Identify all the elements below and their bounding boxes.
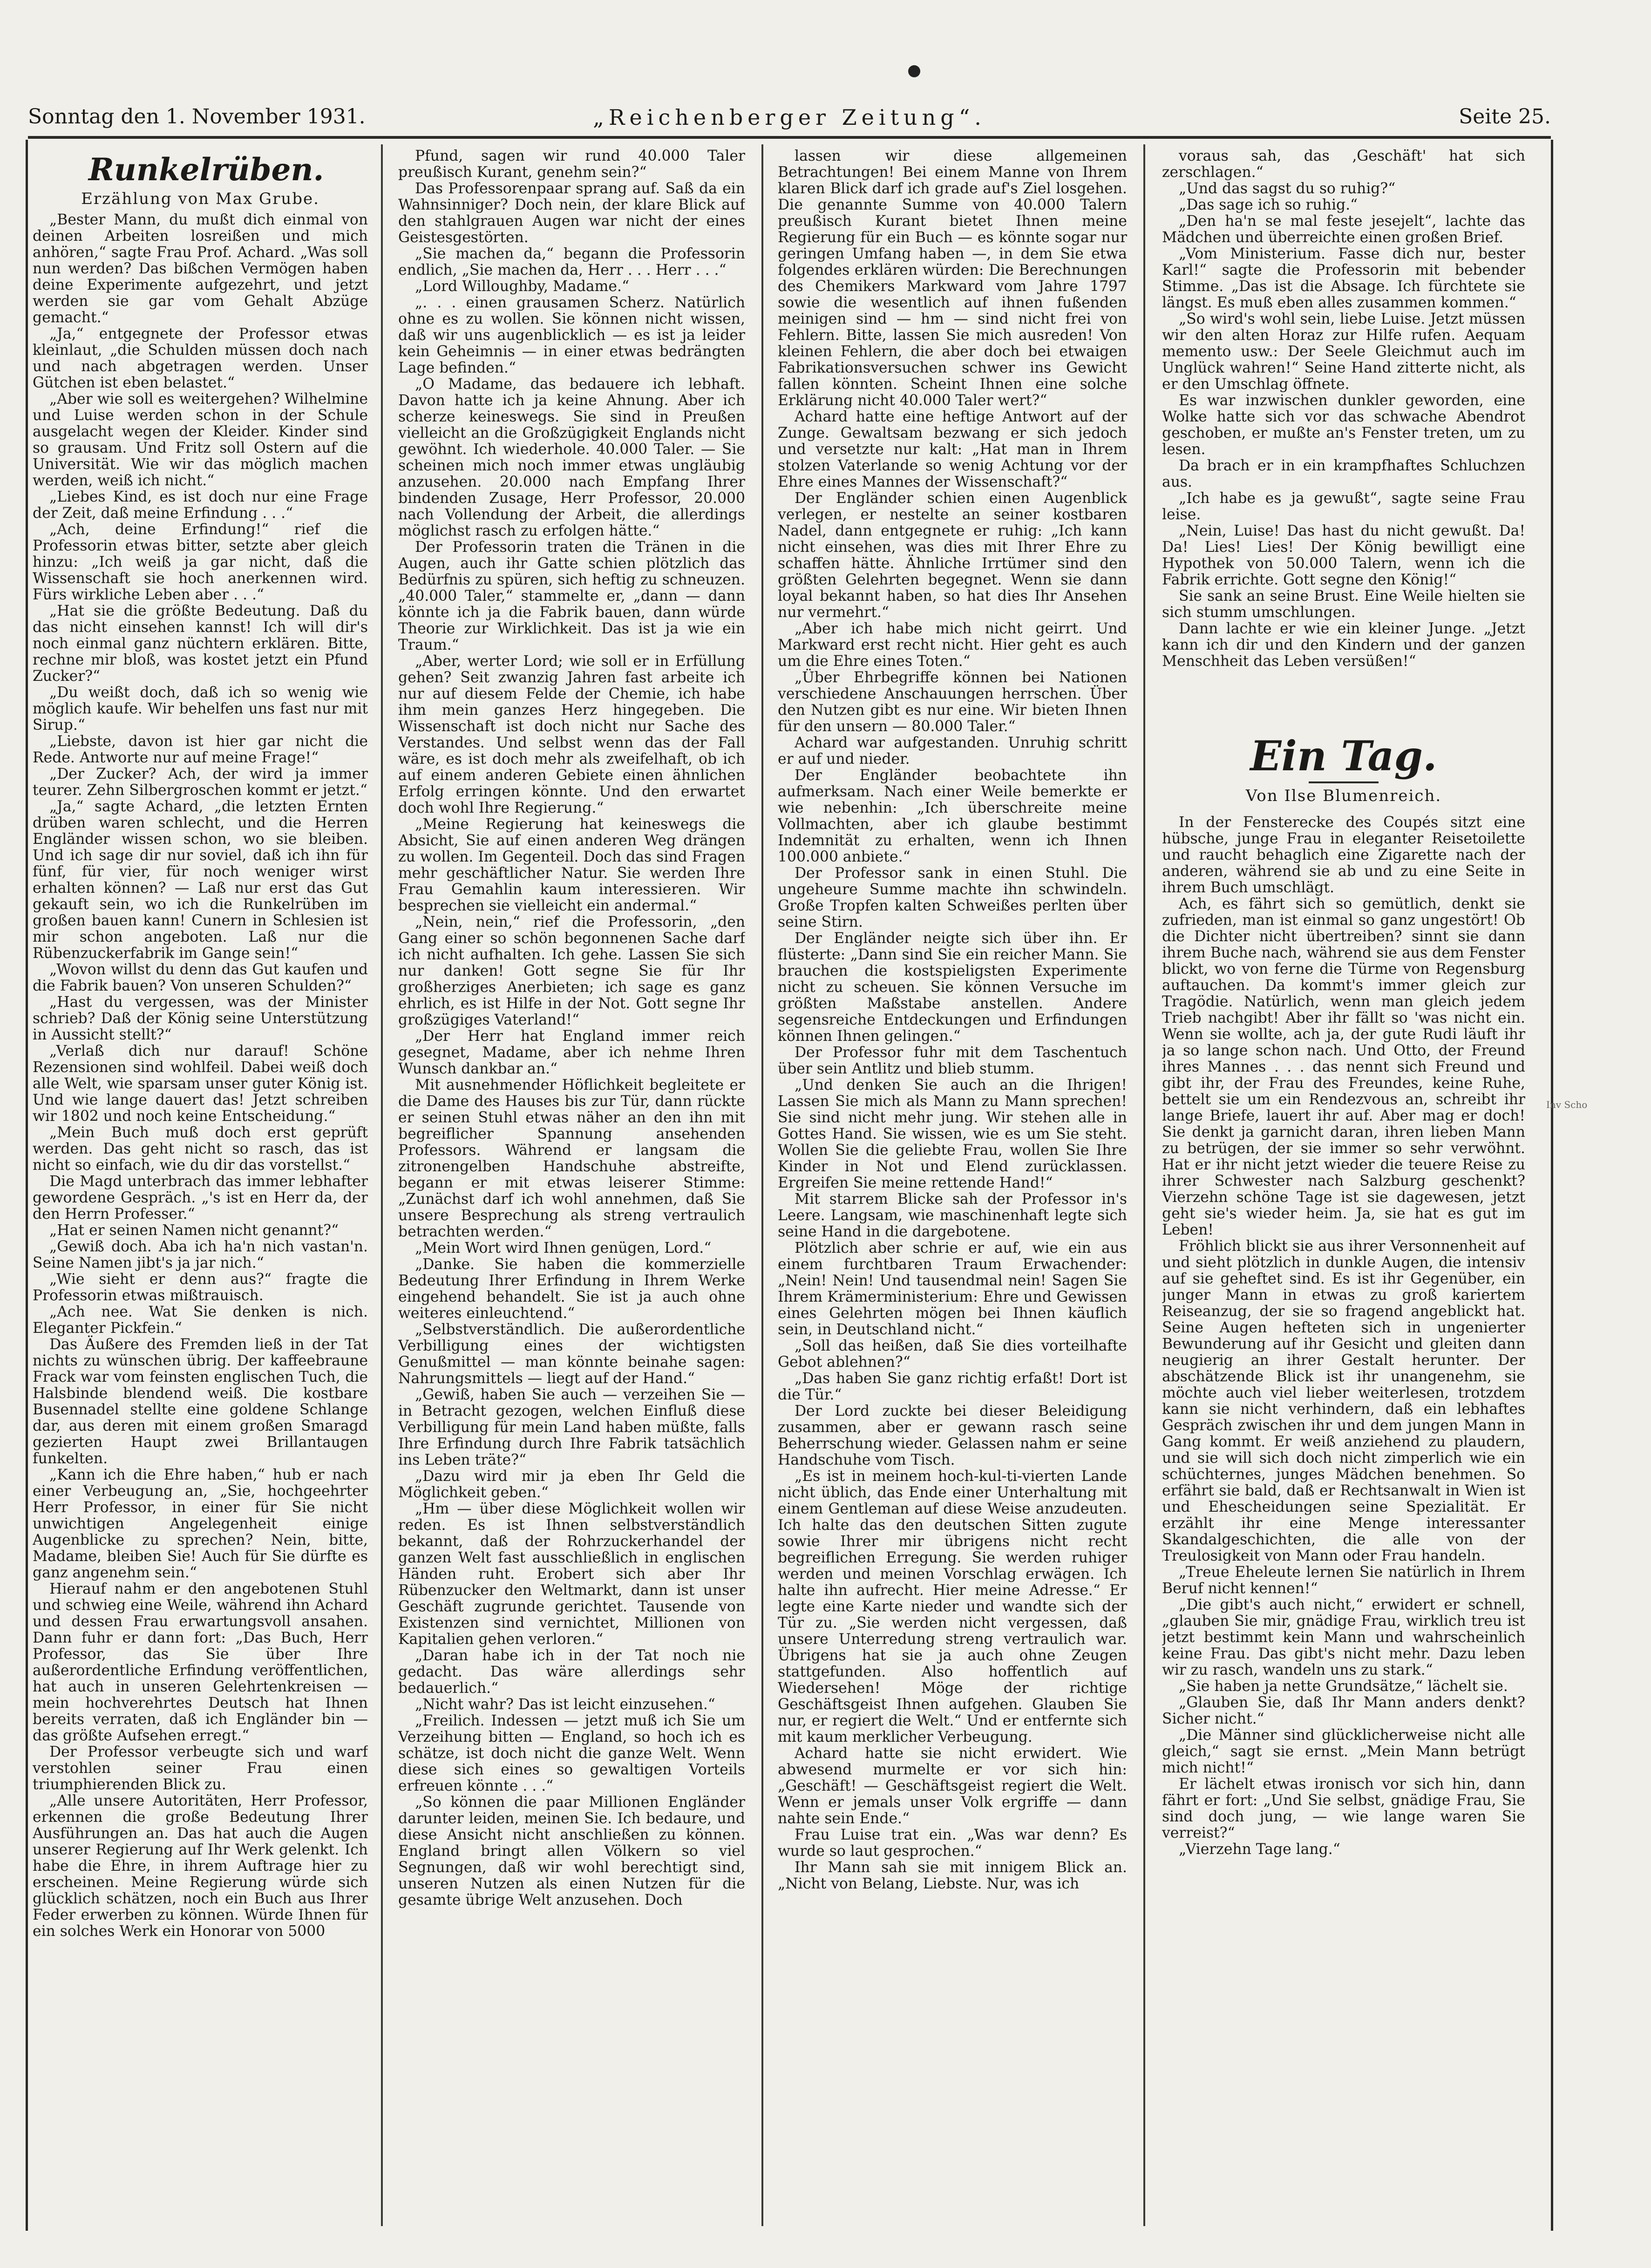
story-title: Runkelrüben. xyxy=(88,151,324,188)
paragraph: Mit ausnehmender Höflichkeit begleitete er die Dame des Hauses bis zur Tür, dann rückte er seinen Stuhl etwas näher an den ihn mit begreiflicher Spannung ansehenden Professors. Während er langsam die zitronengelben Handschuhe abstreifte, begann er mit etwas leiserer Stimme: „Zunächst darf ich wohl annehmen, daß Sie unsere Besprechung als streng vertraulich betrachten werden.“ xyxy=(398,1077,745,1240)
paragraph: „Mein Buch muß doch erst geprüft werden. Das geht nicht so rasch, das ist nicht so einfach, wie du dir das vorstellst.“ xyxy=(33,1124,368,1174)
paragraph: „Mein Wort wird Ihnen genügen, Lord.“ xyxy=(415,1240,712,1256)
paragraph: „Du weißt doch, daß ich so wenig wie möglich kaufe. Wir behelfen uns fast nur mit Sirup.“ xyxy=(33,684,368,733)
paragraph: Pfund, sagen wir rund 40.000 Taler preußisch Kurant, genehm sein?“ xyxy=(398,148,745,181)
paragraph: „So können die paar Millionen Engländer darunter leiden, meinen Sie. Ich bedaure, und diese Ansicht nicht anschließen zu können. England bringt allen Völkern so viel Segnungen, daß wir wohl berechtigt sind, unseren Nutzen als einen Nutzen für die gesamte übrige Welt anzusehen. Doch xyxy=(398,1794,745,1908)
paragraph: „Das haben Sie ganz richtig erfaßt! Dort ist die Tür.“ xyxy=(778,1370,1127,1403)
paragraph: „Hat sie die größte Bedeutung. Daß du das nicht einsehen kannst! Ich will dir's noch einmal ganz nüchtern erklären. Bitte, rechne mir bloß, was kostet jetzt ein Pfund Zucker?“ xyxy=(33,603,368,685)
paragraph: „Vom Ministerium. Fasse dich nur, bester Karl!“ sagte die Professorin mit bebender Stimme. „Das ist die Absage. Ich fürchtete sie längst. Es muß eben alles zusammen kommen.“ xyxy=(1162,245,1525,311)
page-header xyxy=(28,105,1551,137)
column-separator xyxy=(1143,144,1145,2226)
paragraph: „Alle unsere Autoritäten, Herr Professor, erkennen die große Bedeutung Ihrer Ausführungen an. Das hat auch die Augen unserer Regierung auf Ihr Werk gelenkt. Ich habe die Ehre, in ihrem Auftrage hier zu erscheinen. Meine Regierung würde sich glücklich schätzen, noch ein Buch aus Ihrer Feder erwerben zu können. Würde Ihnen für ein solches Werk ein Honorar von 5000 xyxy=(33,1793,368,1940)
column-4-body-b xyxy=(1162,815,1525,1858)
paragraph: „Daran habe ich in der Tat noch nie gedacht. Das wäre allerdings sehr bedauerlich.“ xyxy=(398,1647,745,1697)
paragraph: „Lord Willoughby, Madame.“ xyxy=(415,278,629,295)
paragraph: „Hm — über diese Möglichkeit wollen wir reden. Es ist Ihnen selbstverständlich bekannt, daß der Rohrzuckerhandel der ganzen Welt fast ausschließlich in englischen Händen ruht. Erobert sich aber Ihr Rübenzucker den Weltmarkt, dann ist unser Geschäft zugrunde gerichtet. Tausende von Existenzen sind vernichtet, Millionen von Kapitalien gehen verloren.“ xyxy=(398,1501,745,1648)
paragraph: „Nein, Luise! Das hast du nicht gewußt. Da! Da! Lies! Lies! Der König bewilligt eine Hypothek von 50.000 Talern, wenn ich die Fabrik errichte. Gott segne den König!“ xyxy=(1162,523,1525,588)
paragraph: „Liebste, davon ist hier gar nicht die Rede. Antworte nur auf meine Frage!“ xyxy=(33,733,368,766)
paragraph: „Hast du vergessen, was der Minister schrieb? Daß der König seine Unterstützung in Aussicht stellt?“ xyxy=(33,994,368,1043)
column-3 xyxy=(778,148,1127,2220)
paragraph: „Danke. Sie haben die kommerzielle Bedeutung Ihrer Erfindung in Ihrem Werke eingehend behandelt. Sie ist ja auch ohne weiteres einleuchtend.“ xyxy=(398,1256,745,1322)
paragraph: Mit starrem Blicke sah der Professor in's Leere. Langsam, wie maschinenhaft legte sich seine Hand in die dargebotene. xyxy=(778,1191,1127,1240)
paragraph: „Das sage ich so ruhig.“ xyxy=(1179,197,1358,213)
paragraph: „Liebes Kind, es ist doch nur eine Frage der Zeit, daß meine Erfindung . . .“ xyxy=(33,489,368,522)
paragraph: „Über Ehrbegriffe können bei Nationen verschiedene Anschauungen herrschen. Über den Nutzen gibt es nur eine. Wir bieten Ihnen für den unsern — 80.000 Taler.“ xyxy=(778,669,1127,735)
paragraph: Der Professorin traten die Tränen in die Augen, auch ihr Gatte schien plötzlich das Bedürfnis zu spüren, sich heftig zu schneuzen. „40.000 Taler,“ stammelte er, „dann — dann könnte ich ja die Fabrik bauen, dann würde Theorie zur Wirklichkeit. Das ist ja wie ein Traum.“ xyxy=(398,539,745,653)
paragraph: „Ich habe es ja gewußt“, sagte seine Frau leise. xyxy=(1162,490,1525,523)
paragraph: „Wovon willst du denn das Gut kaufen und die Fabrik bauen? Von unseren Schulden?“ xyxy=(33,961,368,994)
paragraph: „. . . einen grausamen Scherz. Natürlich ohne es zu wollen. Sie können nicht wissen, daß wir uns augenblicklich — es ist ja leider kein Geheimnis — in einer etwas bedrängten Lage befinden.“ xyxy=(398,294,745,376)
paragraph: „Gewiß, haben Sie auch — verzeihen Sie — in Betracht gezogen, welchen Einfluß diese Verbilligung für mein Land haben müßte, falls Ihre Erfindung durch Ihre Fabrik tatsächlich ins Leben träte?“ xyxy=(398,1386,745,1468)
header-rule xyxy=(28,136,1551,139)
paragraph: „Der Zucker? Ach, der wird ja immer teurer. Zehn Silbergroschen kommt er jetzt.“ xyxy=(33,766,368,799)
paragraph: „Ja,“ sagte Achard, „die letzten Ernten drüben waren schlecht, und die Herren Engländer wissen schon, wo sie bleiben. Und ich sage dir nur soviel, daß ich ihn für fünf, für vier, für noch weniger wirst erhalten können? — Laß nur erst das Gut gekauft sein, wo ich die Runkelrüben im großen bauen kann! Cunern in Schlesien ist mir schon angeboten. Laß nur die Rübenzuckerfabrik im Gange sein!“ xyxy=(33,798,368,962)
paragraph: Ach, es fährt sich so gemütlich, denkt sie zufrieden, man ist einmal so ganz ungestört! Ob die Dichter nicht übertreiben? sinnt sie dann ihrem Buche nach, während sie aus dem Fenster blickt, wo von ferne die Türme von Regensburg auftauchen. Da kommt's immer gleich zur Tragödie. Natürlich, wenn man gleich jedem Trieb nachgibt! Aber ihr fällt so 'was nicht ein. Wenn sie wollte, ach ja, der gute Rudi läuft ihr ja so lange schon nach. Und Otto, der Freund ihres Mannes . . . das nennt sich Freund und gibt ihr, der Frau des Freundes, keine Ruhe, bettelt sie um ein Rendezvous an, schreibt ihr lange Briefe, lauert ihr auf. Aber mag er doch! Sie denkt ja garnicht daran, ihren lieben Mann zu betrügen, der sie immer so sehr verwöhnt. Hat er ihr nicht jetzt wieder die teuere Reise zu ihrer Schwester nach Salzburg geschenkt? Vierzehn schöne Tage ist sie dagewesen, jetzt geht sie's wieder heim. Ja, sie hat es gut im Leben! xyxy=(1162,896,1525,1238)
paragraph: „Vierzehn Tage lang.“ xyxy=(1179,1841,1340,1858)
column-2 xyxy=(398,148,745,2220)
column-separator xyxy=(381,144,383,2226)
paragraph: „Meine Regierung hat keineswegs die Absicht, Sie auf einen anderen Weg drängen zu wollen. Im Gegenteil. Doch das sind Fragen mehr geschäftlicher Natur. Sie werden Ihre Frau Gemahlin kaum interessieren. Wir besprechen sie vielleicht ein andermal.“ xyxy=(398,816,745,914)
paragraph: Achard hatte sie nicht erwidert. Wie abwesend murmelte er vor sich hin: „Geschäft! — Geschäftsgeist regiert die Welt. Wenn er jemals unser Volk ergriffe — dann nahte sein Ende.“ xyxy=(778,1745,1127,1827)
paragraph: „Ach nee. Wat Sie denken is nich. Eleganter Pickfein.“ xyxy=(33,1304,368,1337)
paragraph: Die Magd unterbrach das immer lebhafter gewordene Gespräch. „'s ist en Herr da, der den Herrn Professer.“ xyxy=(33,1173,368,1222)
paragraph: Der Professor fuhr mit dem Taschentuch über sein Antlitz und blieb stumm. xyxy=(778,1044,1127,1077)
paragraph: „Nein, nein,“ rief die Professorin, „den Gang einer so schön begonnenen Sache darf ich nicht aufhalten. Ich gehe. Lassen Sie sich nur danken! Gott segne Sie für Ihr großherziges Anerbieten; ich sage es ganz ehrlich, es ist Hilfe in der Not. Gott segne Ihr großzügiges Vaterland!“ xyxy=(398,914,745,1028)
paragraph: In der Fensterecke des Coupés sitzt eine hübsche, junge Frau in eleganter Reisetoilette und raucht behaglich eine Zigarette nach der anderen, während sie ab und zu eine Seite in ihrem Buch umschlägt. xyxy=(1162,814,1525,896)
paragraph: „Selbstverständlich. Die außerordentliche Verbilligung eines der wichtigsten Genußmittel — man könnte beinahe sagen: Nahrungsmittels — liegt auf der Hand.“ xyxy=(398,1321,745,1387)
paragraph: „Ach, deine Erfindung!“ rief die Professorin etwas bitter, setzte aber gleich hinzu: „Ich weiß ja gar nicht, daß die Wissenschaft sie hoch anerkennen wird. Fürs wirkliche Leben aber . . .“ xyxy=(33,521,368,603)
paragraph: „Soll das heißen, daß Sie dies vorteilhafte Gebot ablehnen?“ xyxy=(778,1338,1127,1371)
paragraph: „Bester Mann, du mußt dich einmal von deinen Arbeiten losreißen und mich anhören,“ sagte Frau Prof. Achard. „Was soll nun werden? Das bißchen Vermögen haben deine Experimente aufgezehrt, und jetzt werden sie gar vom Gehalt Abzüge gemacht.“ xyxy=(33,211,368,326)
paragraph: „Wie sieht er denn aus?“ fragte die Professorin etwas mißtrauisch. xyxy=(33,1271,368,1304)
paragraph: Das Professorenpaar sprang auf. Saß da ein Wahnsinniger? Doch nein, der klare Blick auf den stahlgrauen Augen war nicht der eines Geistesgestörten. xyxy=(398,180,745,246)
paragraph: „Und denken Sie auch an die Ihrigen! Lassen Sie mich als Mann zu Mann sprechen! Sie sind nicht mehr jung. Wir stehen alle in Gottes Hand. Sie wissen, wie es um Sie steht. Wollen Sie die geliebte Frau, wollen Sie Ihre Kinder in Not und Elend zurücklassen. Ergreifen Sie meine rettende Hand!“ xyxy=(778,1077,1127,1191)
paragraph: „Treue Eheleute lernen Sie natürlich in Ihrem Beruf nicht kennen!“ xyxy=(1162,1564,1525,1597)
paragraph: Hierauf nahm er den angebotenen Stuhl und schwieg eine Weile, während ihn Achard und dessen Frau erwartungsvoll ansahen. Dann fuhr er dann fort: „Das Buch, Herr Professor, das Sie über Ihre außerordentliche Erfindung veröffentlichen, hat auch in unseren Gelehrtenkreisen — mein hochverehrtes Deutsch hat Ihnen bereits verraten, daß ich Engländer bin — das größte Aufsehen erregt.“ xyxy=(33,1581,368,1744)
paragraph: „Gewiß doch. Aba ich ha'n nich vastan'n. Seine Namen jibt's ja jar nich.“ xyxy=(33,1238,368,1271)
paragraph: „Dazu wird mir ja eben Ihr Geld die Möglichkeit geben.“ xyxy=(398,1468,745,1501)
paragraph: Der Professor sank in einen Stuhl. Die ungeheure Summe machte ihn schwindeln. Große Tropfen kalten Schweißes perlten über seine Stirn. xyxy=(778,865,1127,930)
paragraph: lassen wir diese allgemeinen Betrachtungen! Bei einem Manne von Ihrem klaren Blick darf ich grade auf's Ziel losgehen. Die genannte Summe von 40.000 Talern preußisch Kurant bietet Ihnen meine Regierung für ein Buch — es könnte sogar nur geringen Umfang haben —, in dem Sie etwa folgendes erklären würden: Die Berechnungen des Chemikers Markward vom Jahre 1797 sowie die wesentlich auf ihnen fußenden meinigen sind — hm — sind nicht frei von Fehlern. Bitte, lassen Sie mich ausreden! Von kleinen Fehlern, die aber doch bei etwaigen Fabrikationsversuchen schwer ins Gewicht fallen könnten. Scheint Ihnen eine solche Erklärung nicht 40.000 Taler wert?“ xyxy=(778,148,1127,409)
header-date: Sonntag den 1. November 1931. xyxy=(28,105,366,129)
paragraph: „Es ist in meinem hoch-kul-ti-vierten Lande nicht üblich, das Ende einer Unterhaltung mit einem Gentleman auf diese Weise anzudeuten. Ich halte das den deutschen Sitten zugute sowie Ihrer mir übrigens nicht recht begreiflichen Erregung. Sie werden ruhiger werden und meinen Vorschlag erwägen. Ich halte ihn aufrecht. Hier meine Adresse.“ Er legte eine Karte nieder und wandte sich der Tür zu. „Sie werden nicht vergessen, daß unsere Unterredung streng vertraulich war. Übrigens hat sie ja auch ohne Zeugen stattgefunden. Also hoffentlich auf Wiedersehen! Möge der richtige Geschäftsgeist Ihnen aufgehen. Glauben Sie nur, er regiert die Welt.“ Und er entfernte sich mit kaum merklicher Verbeugung. xyxy=(778,1468,1127,1745)
paragraph: „Hat er seinen Namen nicht genannt?“ xyxy=(49,1222,339,1239)
paragraph: „So wird's wohl sein, liebe Luise. Jetzt müssen wir den alten Horaz zur Hilfe rufen. Aequam memento usw.: Der Seele Gleichmut auch im Unglück wahren!“ Seine Hand zitterte nicht, als er den Umschlag öffnete. xyxy=(1162,311,1525,393)
paragraph: „Aber, werter Lord; wie soll er in Erfüllung gehen? Seit zwanzig Jahren fast arbeite ich nur auf diesem Felde der Chemie, ich habe ihm mein ganzes Herz hingegeben. Die Wissenschaft ist doch nicht nur Sache des Verstandes. Und selbst wenn das der Fall wäre, es ist doch mehr als zweifelhaft, ob ich auf einem anderen Gebiete einen ähnlichen Erfolg erringen könnte. Und den erwartet doch wohl Ihre Regierung.“ xyxy=(398,653,745,816)
paragraph: Ihr Mann sah sie mit innigem Blick an. „Nicht von Belang, Liebste. Nur, was ich xyxy=(778,1859,1127,1892)
paragraph: Es war inzwischen dunkler geworden, eine Wolke hatte sich vor das schwache Abendrot geschoben, er mußte an's Fenster treten, um zu lesen. xyxy=(1162,392,1525,458)
paragraph: „O Madame, das bedauere ich lebhaft. Davon hatte ich ja keine Ahnung. Aber ich scherze keineswegs. Sie sind in Preußen vielleicht an die Großzügigkeit Englands nicht gewöhnt. Ich wiederhole. 40.000 Taler. — Sie scheinen mich noch immer etwas ungläubig anzusehen. 20.000 nach Empfang Ihrer bindenden Zusage, Herr Professor, 20.000 nach Vollendung der Arbeit, die allerdings möglichst rasch zu erfolgen hätte.“ xyxy=(398,376,745,539)
paragraph: Das Äußere des Fremden ließ in der Tat nichts zu wünschen übrig. Der kaffeebraune Frack war vom feinsten englischen Tuch, die Halsbinde blendend weiß. Die kostbare Busennadel stellte eine goldene Schlange dar, aus deren mit einem großen Smaragd gezierten Haupt zwei Brillantaugen funkelten. xyxy=(33,1336,368,1467)
paragraph: „Die gibt's auch nicht,“ erwidert er schnell, „glauben Sie mir, gnädige Frau, wirklich treu ist jetzt bestimmt kein Mann und wahrscheinlich keine Frau. Das gibt's nicht mehr. Dazu leben wir zu rasch, wandeln uns zu stark.“ xyxy=(1162,1596,1525,1678)
paragraph: „Glauben Sie, daß Ihr Mann anders denkt? Sicher nicht.“ xyxy=(1162,1694,1525,1727)
paragraph: Achard war aufgestanden. Unruhig schritt er auf und nieder. xyxy=(778,734,1127,767)
paragraph: „Aber ich habe mich nicht geirrt. Und Markward erst recht nicht. Hier geht es auch um die Ehre eines Toten.“ xyxy=(778,620,1127,670)
paragraph: „Kann ich die Ehre haben,“ hub er nach einer Verbeugung an, „Sie, hochgeehrter Herr Professor, in einer für Sie nicht unwichtigen Angelegenheit einige Augenblicke zu sprechen? Nein, bitte, Madame, bleiben Sie! Auch für Sie dürfte es ganz angenehm sein.“ xyxy=(33,1467,368,1581)
paragraph: Sie sank an seine Brust. Eine Weile hielten sie sich stumm umschlungen. xyxy=(1162,588,1525,621)
header-newspaper-name: „Reichenberger Zeitung“. xyxy=(593,105,986,130)
paragraph: Achard hatte eine heftige Antwort auf der Zunge. Gewaltsam bezwang er sich jedoch und versetzte nur kalt: „Hat man in Ihrem stolzen Vaterlande so wenig Achtung vor der Ehre eines Mannes der Wissenschaft?“ xyxy=(778,408,1127,490)
paragraph: Frau Luise trat ein. „Was war denn? Es wurde so laut gesprochen.“ xyxy=(778,1827,1127,1860)
paragraph: Der Lord zuckte bei dieser Beleidigung zusammen, aber er gewann rasch seine Beherrschung wieder. Gelassen nahm er seine Handschuhe vom Tisch. xyxy=(778,1403,1127,1468)
column-1-body xyxy=(33,212,368,1940)
column-4 xyxy=(1162,148,1525,2220)
margin-bleedthrough-text: Inv Scho xyxy=(1546,1099,1588,1110)
paragraph: „Nicht wahr? Das ist leicht einzusehen.“ xyxy=(415,1696,715,1713)
paragraph: Plötzlich aber schrie er auf, wie ein aus einem furchtbaren Traum Erwachender: „Nein! Nein! Und tausendmal nein! Sagen Sie Ihrem Krämerministerium: Ehre und Gewissen eines Gelehrten mögen bei Ihnen käuflich sein, in Deutschland nicht.“ xyxy=(778,1240,1127,1338)
column-2-body xyxy=(398,148,745,1908)
paragraph: voraus sah, das ‚Geschäft' hat sich zerschlagen.“ xyxy=(1162,148,1525,181)
column-1 xyxy=(33,148,368,2220)
paragraph: Dann lachte er wie ein kleiner Junge. „Jetzt kann ich dir und den Kindern und der ganzen Menschheit das Leben versüßen!“ xyxy=(1162,620,1525,670)
paragraph: „Der Herr hat England immer reich gesegnet, Madame, aber ich nehme Ihren Wunsch dankbar an.“ xyxy=(398,1028,745,1077)
paragraph: Der Engländer schien einen Augenblick verlegen, er nestelte an seiner kostbaren Nadel, dann entgegnete er ruhig: „Ich kann nicht einsehen, was dies mit Ihrer Ehre zu schaffen hätte. Ähnliche Irrtümer sind den größten Gelehrten begegnet. Wenn sie dann loyal bekannt haben, so hat dies Ihr Ansehen nur vermehrt.“ xyxy=(778,490,1127,621)
paragraph: Fröhlich blickt sie aus ihrer Versonnenheit auf und sieht plötzlich in dunkle Augen, die intensiv auf sie geheftet sind. Es ist ihr Gegenüber, ein junger Mann in etwas zu groß kariertem Reiseanzug, der sie so fragend angeblickt hat. Seine Augen hefteten sich in ungenierter Bewunderung auf ihr Gesicht und gleiten dann neugierig an ihrer Gestalt herunter. Der abschätzende Blick ist ihr unangenehm, sie möchte auch viel lieber weiterlesen, trotzdem kann sie nicht verhindern, daß ein lebhaftes Gespräch zwischen ihr und dem jungen Mann in Gang kommt. Er weiß anziehend zu plaudern, und sie will sich doch nicht zimperlich wie ein schüchternes, junges Mädchen benehmen. So erfährt sie bald, daß er Rechtsanwalt in Wien ist und Ehescheidungen seine Spezialität. Er erzählt ihr eine Menge interessanter Skandalgeschichten, die alle von der Treulosigkeit von Mann oder Frau handeln. xyxy=(1162,1238,1525,1564)
paragraph: „Aber wie soll es weitergehen? Wilhelmine und Luise werden schon in der Schule ausgelacht wegen der Kleider. Kinder sind so grausam. Und Fritz soll Ostern auf die Universität. Wie wir das möglich machen werden, weiß ich nicht.“ xyxy=(33,391,368,489)
paragraph: „Und das sagst du so ruhig?“ xyxy=(1179,180,1396,197)
paragraph: Der Professor verbeugte sich und warf verstohlen seiner Frau einen triumphierenden Blick zu. xyxy=(33,1744,368,1793)
paragraph: „Sie machen da,“ begann die Professorin endlich, „Sie machen da, Herr . . . Herr . . .“ xyxy=(398,245,745,278)
header-page-number: Seite 25. xyxy=(1459,105,1551,129)
story-title: Ein Tag. xyxy=(1250,732,1437,780)
story-byline: Von Ilse Blumenreich. xyxy=(1245,787,1442,805)
column-separator xyxy=(761,144,763,2226)
paragraph: „Sie haben ja nette Grundsätze,“ lächelt sie. xyxy=(1179,1678,1508,1695)
paragraph: Er lächelt etwas ironisch vor sich hin, dann fährt er fort: „Und Sie selbst, gnädige Frau, Sie sind doch jung, — wie lange waren Sie verreist?“ xyxy=(1162,1776,1525,1841)
column-3-body xyxy=(778,148,1127,1892)
column-4-body-a xyxy=(1162,148,1525,670)
paragraph: „Ja,“ entgegnete der Professor etwas kleinlaut, „die Schulden müssen doch nach und nach abgetragen werden. Unser Gütchen ist eben belastet.“ xyxy=(33,326,368,391)
paragraph: Da brach er in ein krampfhaftes Schluchzen aus. xyxy=(1162,457,1525,490)
title-rule xyxy=(1309,781,1379,783)
top-ornament-dot xyxy=(908,65,920,77)
paragraph: „Freilich. Indessen — jetzt muß ich Sie um Verzeihung bitten — England, so hoch ich es schätze, ist doch nicht die ganze Welt. Wenn diese sich eines so gewaltigen Vorteils erfreuen könnte . . .“ xyxy=(398,1712,745,1794)
paragraph: Der Engländer neigte sich über ihn. Er flüsterte: „Dann sind Sie ein reicher Mann. Sie brauchen die kostspieligsten Experimente nicht zu scheuen. Sie können Versuche im größten Maßstabe anstellen. Andere segensreiche Entdeckungen und Erfindungen können Ihnen gelingen.“ xyxy=(778,930,1127,1045)
story-byline: Erzählung von Max Grube. xyxy=(81,190,319,208)
paragraph: Der Engländer beobachtete ihn aufmerksam. Nach einer Weile bemerkte er wie nebenhin: „Ich überschreite meine Vollmachten, aber ich glaube bestimmt Indemnität zu erhalten, wenn ich Ihnen 100.000 anbiete.“ xyxy=(778,767,1127,865)
paragraph: „Die Männer sind glücklicherweise nicht alle gleich,“ sagt sie ernst. „Mein Mann betrügt mich nicht!“ xyxy=(1162,1727,1525,1776)
paragraph: „Verlaß dich nur darauf! Schöne Rezensionen sind wohlfeil. Dabei weiß doch alle Welt, wie sparsam unser guter König ist. Und wie lange dauert das! Jetzt schreiben wir 1802 und noch keine Entscheidung.“ xyxy=(33,1043,368,1125)
paragraph: „Den ha'n se mal feste jesejelt“, lachte das Mädchen und überreichte einen großen Brief. xyxy=(1162,213,1525,246)
